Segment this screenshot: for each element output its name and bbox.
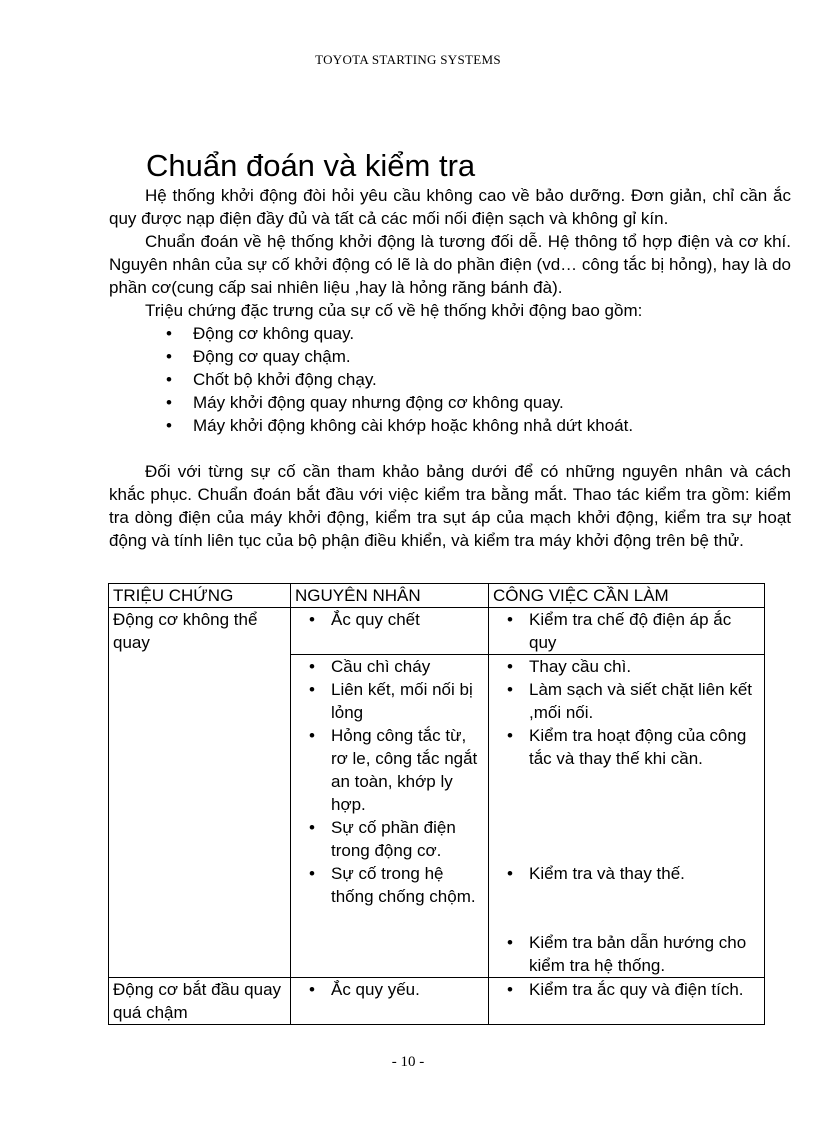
list-item: • Ắc quy yếu. bbox=[331, 978, 484, 1001]
cause-cell bbox=[291, 978, 489, 1025]
list-item: • Ắc quy chết bbox=[331, 608, 484, 631]
header-cause: NGUYÊN NHÂN bbox=[291, 584, 489, 608]
list-item: • Liên kết, mối nối bị lỏng bbox=[331, 678, 484, 724]
list-item: • Động cơ không quay. bbox=[193, 322, 791, 345]
symptom-list bbox=[109, 322, 791, 437]
symptoms-intro: Triệu chứng đặc trưng của sự cố về hệ thống khởi động bao gồm: bbox=[145, 301, 643, 320]
intro-paragraph: Hệ thống khởi động đòi hỏi yêu cầu không cao về bảo dưỡng. Đơn giản, chỉ cần ắc quy được nạp điện đầy đủ và tất cả các mối nối điện sạch và không gỉ kín. bbox=[109, 186, 791, 228]
body-text bbox=[109, 184, 791, 552]
header-action: CÔNG VIỆC CẦN LÀM bbox=[489, 584, 765, 608]
section-title: Chuẩn đoán và kiểm tra bbox=[146, 148, 476, 183]
list-item: • Sự cố trong hệ thống chống chộm. bbox=[331, 862, 484, 908]
diagnosis-paragraph: Chuẩn đoán về hệ thống khởi động là tương đối dễ. Hệ thông tổ hợp điện và cơ khí. Nguyên nhân của sự cố khởi động có lẽ là do phần điện (vd… công tắc bị hỏng), hay là do phần cơ(cung cấp sai nhiên liệu ,hay là hỏng răng bánh đà). bbox=[109, 232, 791, 297]
diagnosis-table bbox=[108, 583, 765, 1025]
list-item: • Kiểm tra chế độ điện áp ắc quy bbox=[529, 608, 760, 654]
list-item: • Kiểm tra ắc quy và điện tích. bbox=[529, 978, 760, 1001]
cause-cell bbox=[291, 655, 489, 978]
list-item: • Sự cố phần điện trong động cơ. bbox=[331, 816, 484, 862]
page-number: - 10 - bbox=[391, 1054, 425, 1070]
running-header: TOYOTA STARTING SYSTEMS bbox=[315, 52, 501, 67]
list-item: • Thay cầu chì. bbox=[529, 655, 760, 678]
symptom-cell: Động cơ không thể quay bbox=[109, 608, 291, 978]
list-item: • Làm sạch và siết chặt liên kết ,mối nối. bbox=[529, 678, 760, 724]
action-cell bbox=[489, 655, 765, 978]
list-item: • Chốt bộ khởi động chạy. bbox=[193, 368, 791, 391]
list-item: • Hỏng công tắc từ, rơ le, công tắc ngắt an toàn, khớp ly hợp. bbox=[331, 724, 484, 816]
action-cell bbox=[489, 978, 765, 1025]
list-item: • Cầu chì cháy bbox=[331, 655, 484, 678]
symptom-cell: Động cơ bắt đầu quay quá chậm bbox=[109, 978, 291, 1025]
troubleshoot-paragraph: Đối với từng sự cố cần tham khảo bảng dưới để có những nguyên nhân và cách khắc phục. Chuẩn đoán bắt đầu với việc kiểm tra bằng mắt. Thao tác kiểm tra gồm: kiểm tra dòng điện của máy khởi động, kiểm tra sụt áp của mạch khởi động, kiểm tra sự hoạt động và tính liên tục của bộ phận điều khiển, và kiểm tra máy khởi động trên bệ thử. bbox=[109, 462, 791, 550]
table-row bbox=[109, 978, 765, 1025]
list-item: • Kiểm tra và thay thế. bbox=[529, 862, 760, 931]
list-item: • Máy khởi động không cài khớp hoặc không nhả dứt khoát. bbox=[193, 414, 791, 437]
list-item: • Kiểm tra bản dẫn hướng cho kiểm tra hệ thống. bbox=[529, 931, 760, 977]
list-item: • Động cơ quay chậm. bbox=[193, 345, 791, 368]
table-row bbox=[109, 608, 765, 655]
cause-cell bbox=[291, 608, 489, 655]
list-item: • Máy khởi động quay nhưng động cơ không quay. bbox=[193, 391, 791, 414]
header-symptom: TRIỆU CHỨNG bbox=[109, 584, 291, 608]
table-header-row bbox=[109, 584, 765, 608]
list-item: • Kiểm tra hoạt động của công tắc và thay thế khi cần. bbox=[529, 724, 760, 862]
action-cell bbox=[489, 608, 765, 655]
